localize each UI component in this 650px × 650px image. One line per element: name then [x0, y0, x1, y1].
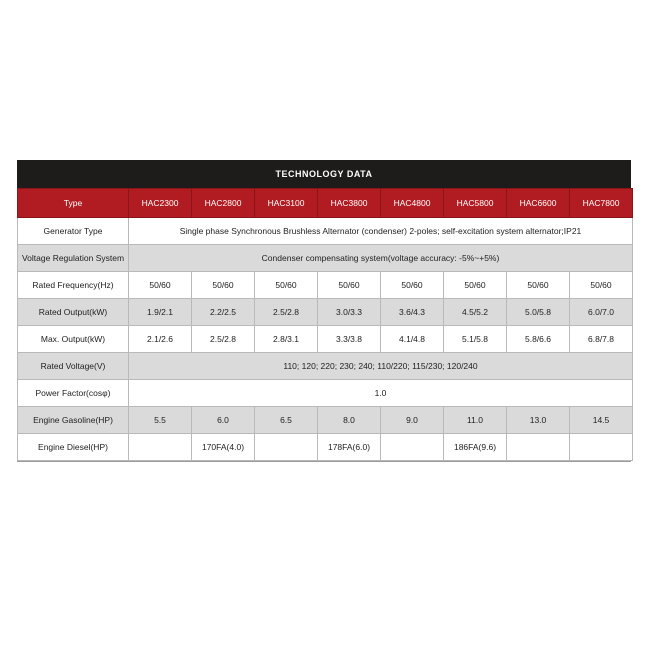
value-cell: 5.8/6.6: [507, 326, 570, 353]
model-header-cell: HAC3100: [255, 189, 318, 218]
table-row: [18, 380, 633, 407]
value-cell: 2.5/2.8: [192, 326, 255, 353]
model-header-cell: HAC6600: [507, 189, 570, 218]
table-row: [18, 353, 633, 380]
value-cell: 8.0: [318, 407, 381, 434]
row-label: Max. Output(kW): [18, 326, 129, 353]
value-cell: 178FA(6.0): [318, 434, 381, 461]
row-label: Rated Output(kW): [18, 299, 129, 326]
row-label: Generator Type: [18, 218, 129, 245]
value-cell: 3.3/3.8: [318, 326, 381, 353]
row-label: Engine Diesel(HP): [18, 434, 129, 461]
value-cell: 1.9/2.1: [129, 299, 192, 326]
bottom-rule: [17, 461, 631, 462]
model-header-cell: HAC7800: [570, 189, 633, 218]
value-cell: 50/60: [570, 272, 633, 299]
spanning-value-cell: 1.0: [129, 380, 633, 407]
value-cell: 2.5/2.8: [255, 299, 318, 326]
value-cell: [129, 434, 192, 461]
model-header-cell: HAC4800: [381, 189, 444, 218]
row-label: Voltage Regulation System: [18, 245, 129, 272]
row-label: Rated Frequency(Hz): [18, 272, 129, 299]
row-label: Rated Voltage(V): [18, 353, 129, 380]
value-cell: [507, 434, 570, 461]
value-cell: [570, 434, 633, 461]
table-row: [18, 272, 633, 299]
model-header-cell: HAC2800: [192, 189, 255, 218]
value-cell: 50/60: [192, 272, 255, 299]
value-cell: 6.0/7.0: [570, 299, 633, 326]
value-cell: 6.0: [192, 407, 255, 434]
value-cell: 3.6/4.3: [381, 299, 444, 326]
value-cell: 50/60: [318, 272, 381, 299]
value-cell: [381, 434, 444, 461]
table-row: [18, 299, 633, 326]
value-cell: 5.1/5.8: [444, 326, 507, 353]
value-cell: 50/60: [507, 272, 570, 299]
technology-data-sheet: [17, 160, 631, 462]
spanning-value-cell: Condenser compensating system(voltage accuracy: -5%~+5%): [129, 245, 633, 272]
value-cell: 4.1/4.8: [381, 326, 444, 353]
value-cell: 6.5: [255, 407, 318, 434]
value-cell: 50/60: [129, 272, 192, 299]
spanning-value-cell: 110; 120; 220; 230; 240; 110/220; 115/230; 120/240: [129, 353, 633, 380]
value-cell: 2.8/3.1: [255, 326, 318, 353]
value-cell: 2.2/2.5: [192, 299, 255, 326]
table-row: [18, 326, 633, 353]
table-row: [18, 434, 633, 461]
spec-table: [17, 188, 633, 461]
model-header-cell: HAC2300: [129, 189, 192, 218]
row-label: Engine Gasoline(HP): [18, 407, 129, 434]
value-cell: 13.0: [507, 407, 570, 434]
value-cell: 2.1/2.6: [129, 326, 192, 353]
table-title: TECHNOLOGY DATA: [17, 160, 631, 188]
table-row: [18, 245, 633, 272]
value-cell: 50/60: [381, 272, 444, 299]
value-cell: 9.0: [381, 407, 444, 434]
model-header-cell: HAC5800: [444, 189, 507, 218]
value-cell: 186FA(9.6): [444, 434, 507, 461]
value-cell: 5.5: [129, 407, 192, 434]
header-row: [18, 189, 633, 218]
value-cell: 6.8/7.8: [570, 326, 633, 353]
row-label: Power Factor(cosφ): [18, 380, 129, 407]
table-row: [18, 407, 633, 434]
value-cell: 3.0/3.3: [318, 299, 381, 326]
value-cell: 170FA(4.0): [192, 434, 255, 461]
value-cell: 14.5: [570, 407, 633, 434]
model-header-cell: HAC3800: [318, 189, 381, 218]
value-cell: 11.0: [444, 407, 507, 434]
table-row: [18, 218, 633, 245]
value-cell: 4.5/5.2: [444, 299, 507, 326]
header-label: Type: [18, 189, 129, 218]
value-cell: 5.0/5.8: [507, 299, 570, 326]
value-cell: [255, 434, 318, 461]
value-cell: 50/60: [255, 272, 318, 299]
value-cell: 50/60: [444, 272, 507, 299]
spanning-value-cell: Single phase Synchronous Brushless Alternator (condenser) 2-poles; self-excitation system alternator;IP21: [129, 218, 633, 245]
